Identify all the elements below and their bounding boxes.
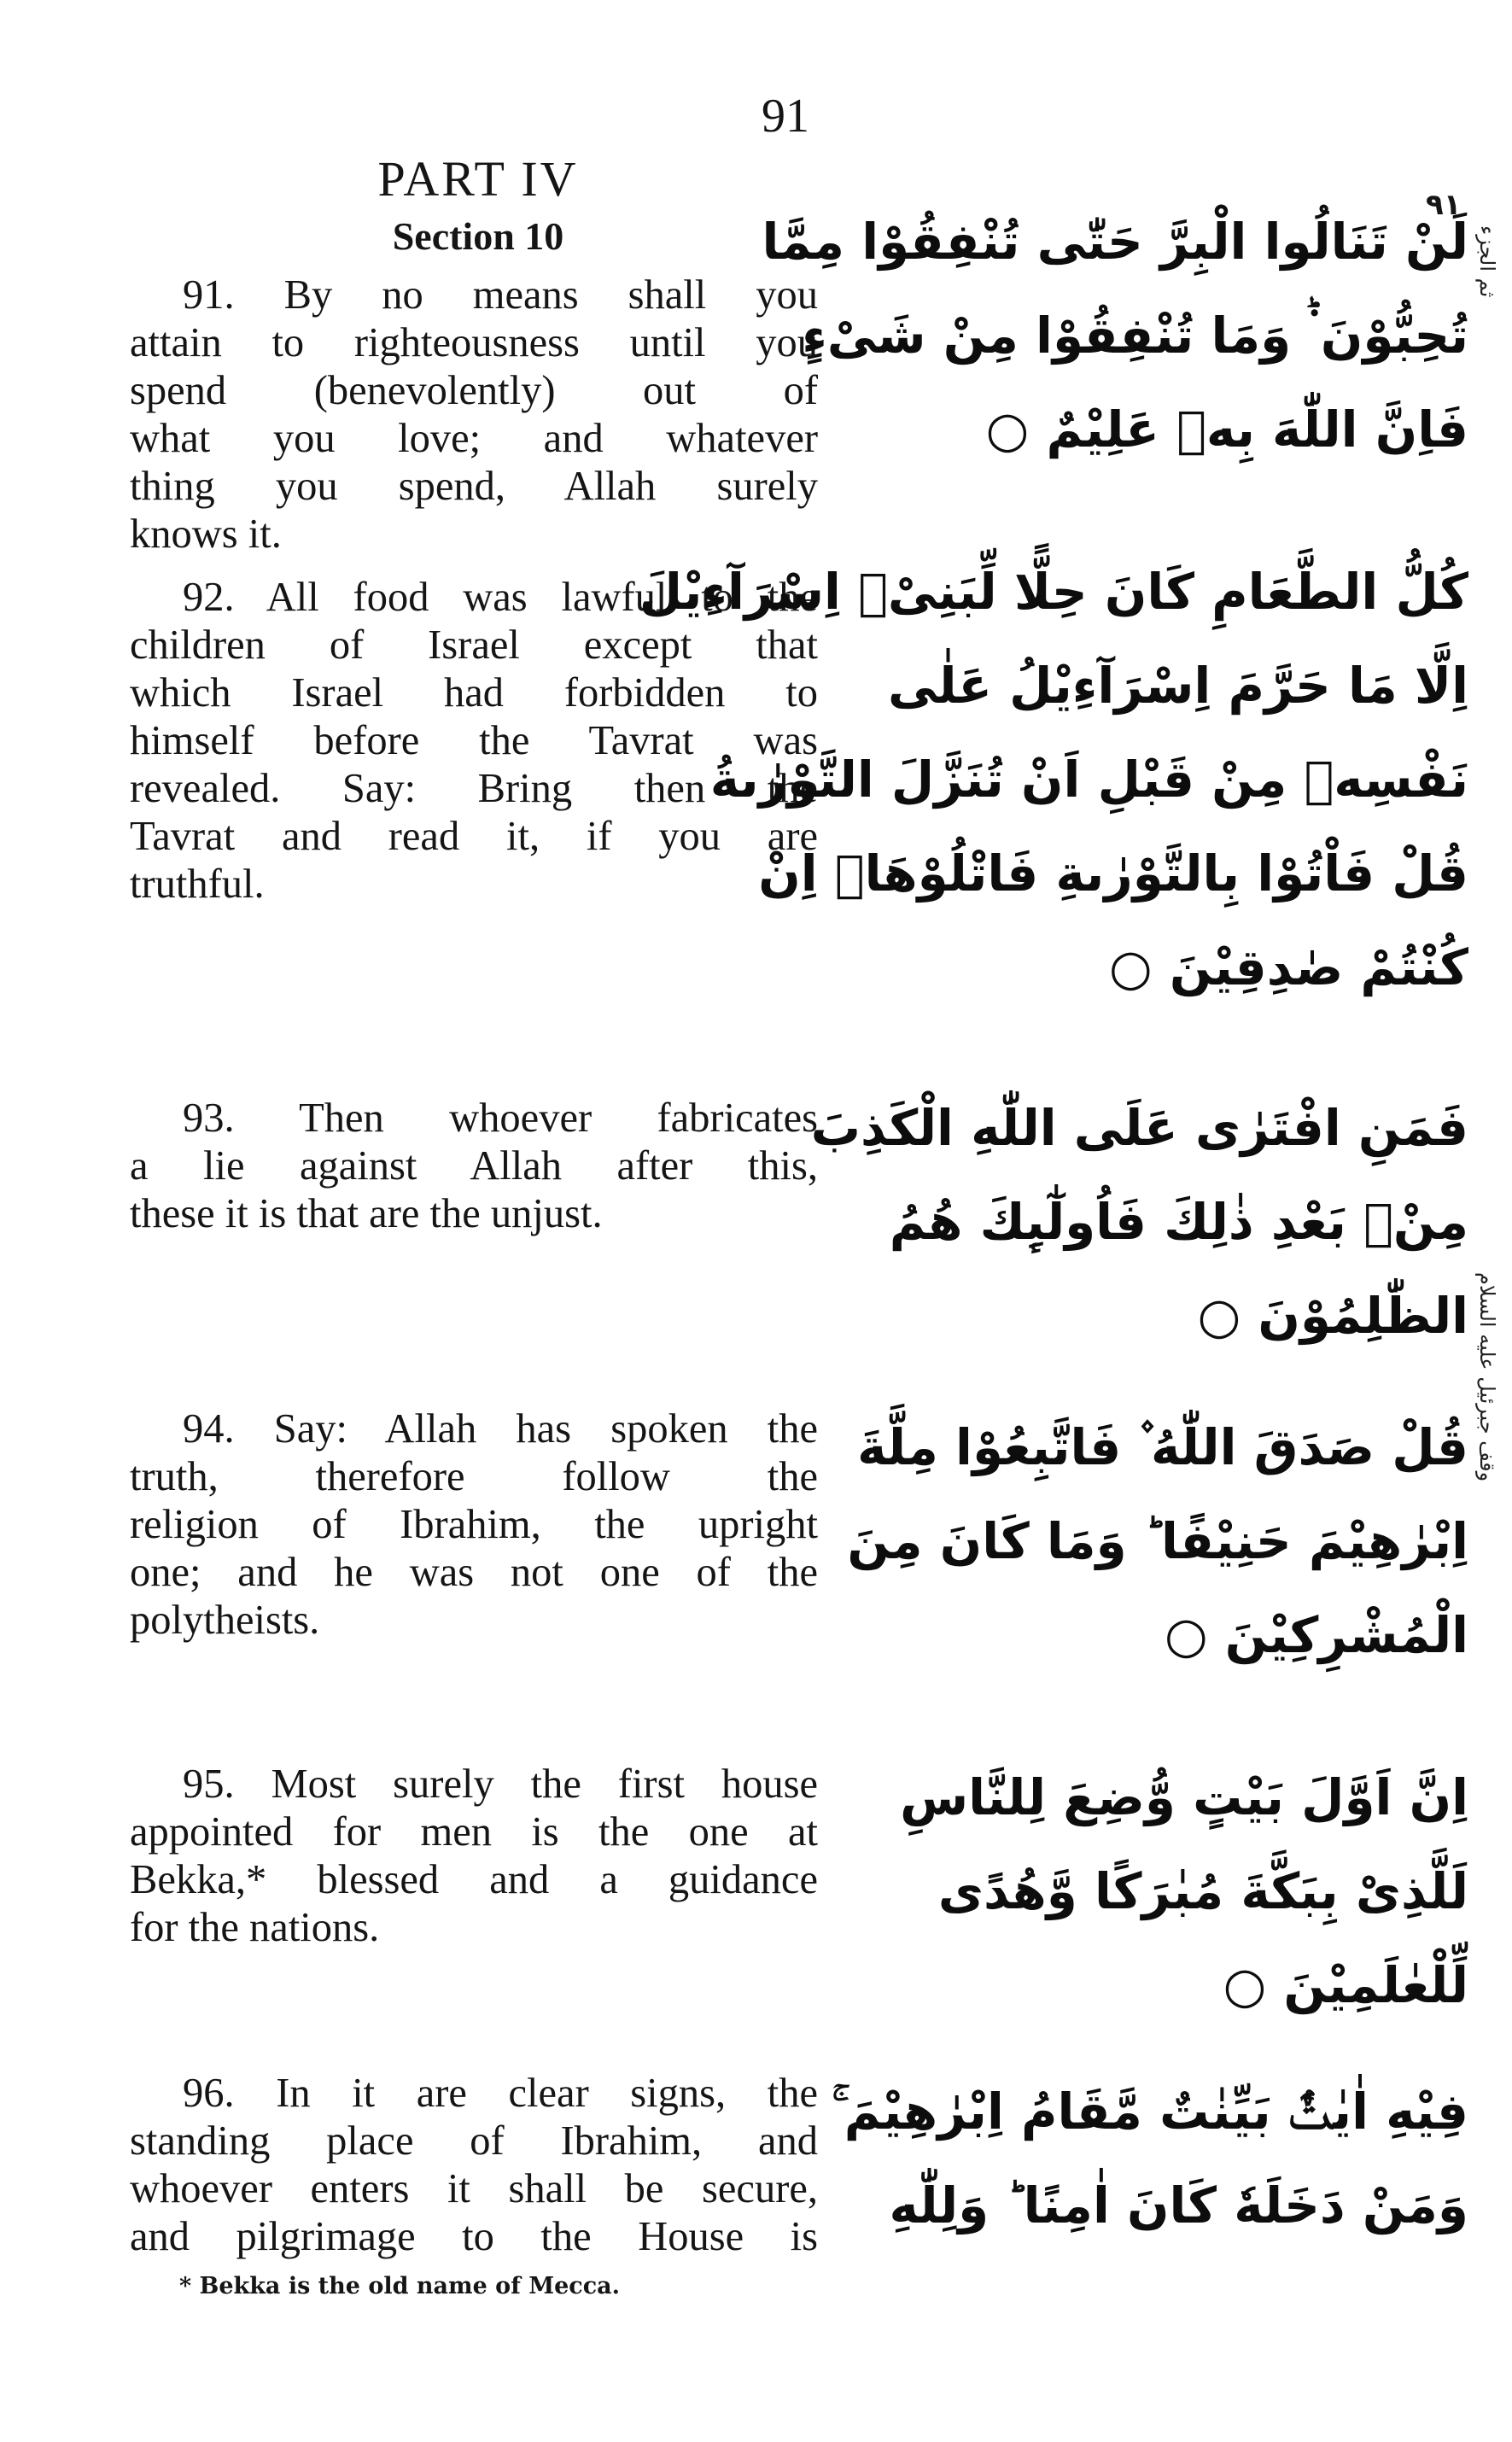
page-number: 91 [762, 90, 809, 143]
footnote: * Bekka is the old name of Mecca. [179, 2273, 621, 2299]
verse-95 [130, 1761, 818, 1952]
verse-line: himself before the Tavrat was [130, 718, 818, 763]
verse-line: 91. By no means shall you [183, 272, 818, 318]
verse-line: these it is that are the unjust. [130, 1191, 603, 1236]
arabic-line: مِنْۢ بَعْدِ ذٰلِكَ فَاُولٰٓىِٕكَ هُمُ [889, 1193, 1468, 1251]
arabic-line: اِنَّ اَوَّلَ بَیْتٍ وُّضِعَ لِلنَّاسِ [900, 1768, 1468, 1826]
arabic-line: لَنْ تَنَالُوا الْبِرَّ حَتّٰى تُنْفِقُوْا مِمَّا [762, 213, 1468, 271]
verse-line: spend (benevolently) out of [130, 368, 818, 413]
arabic-line: فَاِنَّ اللّٰهَ بِهٖ عَلِیْمٌ ○ [985, 400, 1468, 459]
verse-line: a lie against Allah after this, [130, 1143, 818, 1189]
section-title: Section 10 [392, 214, 564, 258]
verse-line: truthful. [130, 862, 265, 907]
verse-line: standing place of Ibrahim, and [130, 2118, 818, 2164]
arabic-line: لَلَّذِیْ بِبَكَّةَ مُبٰرَكًا وَّهُدًی [937, 1862, 1468, 1920]
verse-line: polytheists. [130, 1598, 320, 1643]
verse-line: and pilgrimage to the House is [130, 2214, 818, 2259]
arabic-line: لِّلْعٰلَمِیْنَ ○ [1223, 1956, 1468, 2014]
verse-line: Tavrat and read it, if you are [130, 814, 818, 859]
verse-96 [130, 2070, 818, 2261]
verse-line: attain to righteousness until you [130, 320, 818, 365]
verse-94 [130, 1405, 818, 1645]
verse-line: whoever enters it shall be secure, [130, 2166, 818, 2211]
arabic-verse-91 [762, 195, 1468, 476]
arabic-verse-94 [845, 1400, 1468, 1682]
arabic-line: الظّٰلِمُوْنَ ○ [1197, 1287, 1468, 1345]
arabic-line: تُحِبُّوْنَ ۬ؕ وَمَا تُنْفِقُوْا مِنْ شَیْءٍ [802, 307, 1468, 365]
verse-line: Bekka,* blessed and a guidance [130, 1857, 818, 1902]
verse-line: appointed for men is the one at [130, 1809, 818, 1855]
arabic-line: اِلَّا مَا حَرَّمَ اِسْرَآءِیْلُ عَلٰی [888, 657, 1468, 715]
arabic-line: قُلْ صَدَقَ اللّٰهُ ۫ فَاتَّبِعُوْا مِلَّةَ [857, 1418, 1468, 1476]
arabic-line: وَمَنْ دَخَلَهٗ كَانَ اٰمِنًا ؕ وَلِلّٰهِ [889, 2176, 1468, 2235]
verse-line: 92. All food was lawful to the [183, 575, 818, 620]
verse-line: 96. In it are clear signs, the [183, 2071, 818, 2116]
verse-line: 93. Then whoever fabricates [183, 1095, 818, 1141]
arabic-verse-95 [845, 1750, 1468, 2032]
arabic-verse-96 [832, 2065, 1468, 2252]
verse-line: one; and he was not one of the [130, 1550, 818, 1595]
verse-91 [130, 272, 818, 558]
arabic-line: فِیْهِ اٰیٰتٌۢ بَیِّنٰتٌ مَّقَامُ اِبْرٰهِیْمَ ۚ [832, 2083, 1468, 2141]
verse-line: religion of Ibrahim, the upright [130, 1502, 818, 1547]
margin-note-part-start: ثم الجزء [1475, 225, 1499, 298]
verse-line: what you love; and whatever [130, 416, 818, 461]
arabic-verse-number: ٩١ [1426, 188, 1462, 222]
verse-line: for the nations. [130, 1905, 380, 1950]
part-title: PART IV [377, 151, 579, 207]
verse-line: 95. Most surely the first house [183, 1761, 818, 1807]
arabic-line: كُنْتُمْ صٰدِقِیْنَ ○ [1109, 938, 1468, 996]
arabic-line: نَفْسِهٖ مِنْ قَبْلِ اَنْ تُنَزَّلَ التَّوْرٰىةُ [709, 751, 1468, 809]
verse-line: children of Israel except that [130, 622, 818, 668]
verse-line: revealed. Say: Bring then the [130, 766, 818, 811]
arabic-line: قُلْ فَاْتُوْا بِالتَّوْرٰىةِ فَاتْلُوْهَاۤ اِنْ [758, 844, 1468, 903]
verse-line: knows it. [130, 511, 282, 557]
verse-93 [130, 1095, 818, 1238]
arabic-line: الْمُشْرِكِیْنَ ○ [1164, 1606, 1468, 1664]
margin-note-pause: وقف جبرئیل علیه السلام [1475, 1272, 1499, 1482]
verse-line: thing you spend, Allah surely [130, 464, 818, 509]
arabic-verse-92 [639, 545, 1468, 1014]
verse-line: truth, therefore follow the [130, 1454, 818, 1499]
arabic-line: فَمَنِ افْتَرٰی عَلَی اللّٰهِ الْكَذِبَ [810, 1099, 1468, 1157]
verse-line: which Israel had forbidden to [130, 670, 818, 716]
arabic-verse-93 [810, 1081, 1468, 1363]
verse-line: 94. Say: Allah has spoken the [183, 1406, 818, 1452]
arabic-line: كُلُّ الطَّعَامِ كَانَ حِلًّا لِّبَنِیْۤ اِسْرَآءِیْلَ [639, 563, 1468, 621]
arabic-line: اِبْرٰهِیْمَ حَنِیْفًا ؕ وَمَا كَانَ مِنَ [847, 1512, 1468, 1570]
